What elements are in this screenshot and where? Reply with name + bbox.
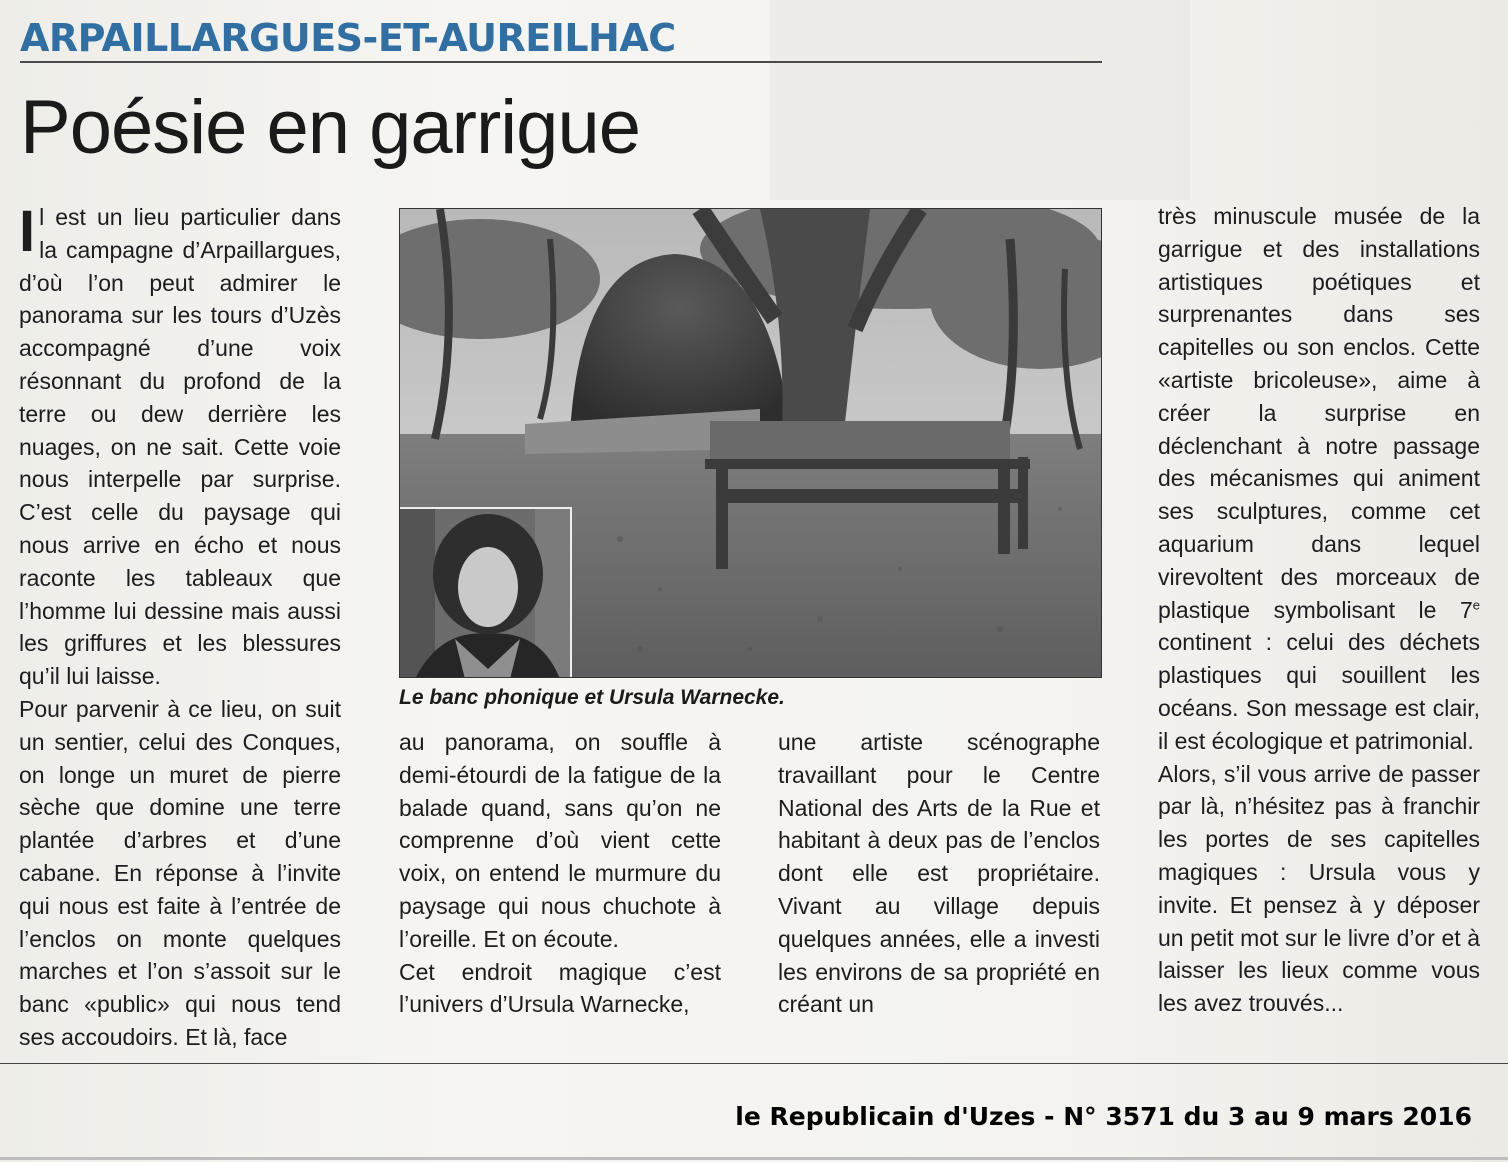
section-kicker: ARPAILLARGUES-ET-AUREILHAC [20, 16, 676, 60]
portrait-inset [400, 507, 572, 678]
superscript: e [1472, 596, 1480, 612]
page-edge [0, 1157, 1508, 1160]
article-column-3 [399, 726, 721, 1021]
article-column-4 [778, 726, 1100, 1021]
article-column-1 [19, 201, 341, 1054]
paragraph-text: l est un lieu particulier dans la campagne d’Arpaillargues, d’où l’on peut admirer le panorama sur les tours d’Uzès accompagné d’une voix résonnant du profond de la terre ou dew derrière les nuages, on ne sait. Cette voie nous interpelle par surprise. C’est celle du paysage qui nous arrive en écho et nous raconte les tableaux que l’homme lui dessine mais aussi les griffures et les blessures qu’il lui laisse. [19, 204, 341, 690]
paragraph: une artiste scénographe travaillant pour le Centre National des Arts de la Rue et habitant à deux pas de l’enclos dont elle est propriétaire. Vivant au village depuis quelques années, elle a investi les environs de sa propriété en créant un [778, 729, 1100, 1018]
bleed-through-column [770, 0, 1190, 200]
paragraph [1158, 200, 1480, 758]
footer-rule [0, 1063, 1508, 1064]
kicker-rule [20, 61, 1102, 63]
article-headline: Poésie en garrigue [20, 85, 640, 170]
paragraph-text: très minuscule musée de la garrigue et des installations artistiques poétiques et surprenantes dans ses capitelles ou son enclos. Cette «artiste bricoleuse», aime à créer la surprise en déclenchant à notre passage des mécanismes qui animent ses sculptures, comme cet aquarium dans lequel virevoltent des morceaux de plastique symbolisant le 7 [1158, 203, 1480, 623]
paragraph: Pour parvenir à ce lieu, on suit un sentier, celui des Conques, on longe un muret de pierre sèche que domine une terre plantée d’arbres et d’une cabane. En réponse à l’invite qui nous est faite à l’entrée de l’enclos on monte quelques marches et l’on s’assoit sur le banc «public» qui nous tend ses accoudoirs. Et là, face [19, 695, 341, 1050]
drop-cap: I [19, 199, 36, 264]
article-photo [399, 208, 1102, 678]
photo-caption: Le banc phonique et Ursula Warnecke. [399, 686, 785, 709]
publication-footer: le Republicain d'Uzes - N° 3571 du 3 au 9 mars 2016 [735, 1102, 1472, 1131]
portrait-image [400, 509, 570, 678]
article-column-5 [1158, 200, 1480, 1020]
paragraph: au panorama, on souffle à demi-étourdi de la fatigue de la balade quand, sans qu’on ne comprenne d’où vient cette voix, on entend le murmure du paysage qui nous chuchote à l’oreille. Et on écoute. [399, 729, 721, 952]
paragraph: Alors, s’il vous arrive de passer par là, n’hésitez pas à franchir les portes de ses capitelles magiques : Ursula vous y invite. Et pensez à y déposer un petit mot sur le livre d’or et à laisser les lieux comme vous les avez trouvés... [1158, 760, 1480, 1017]
paragraph: Cet endroit magique c’est l’univers d’Ursula Warnecke, [399, 958, 721, 1018]
paragraph [19, 201, 341, 693]
paragraph-text: continent : celui des déchets plastiques qui souillent les océans. Son message est clair, il est écologique et patrimonial. [1158, 629, 1480, 754]
